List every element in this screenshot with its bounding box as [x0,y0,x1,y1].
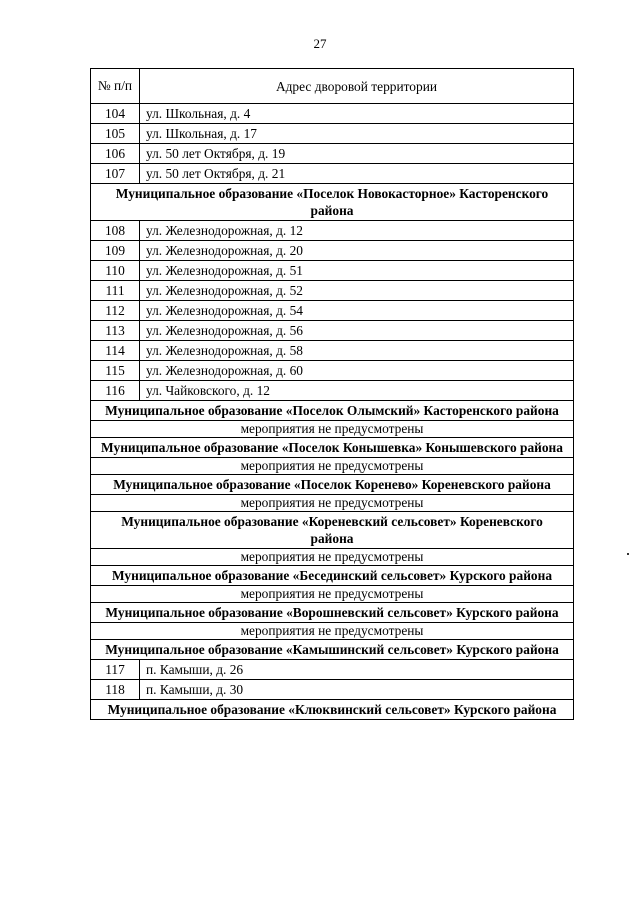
row-address: ул. Школьная, д. 4 [140,104,574,124]
row-address: ул. Железнодорожная, д. 58 [140,341,574,361]
row-number: 109 [91,241,140,261]
row-number: 112 [91,301,140,321]
header-number: № п/п [91,69,140,104]
section-row [91,603,574,623]
row-number: 114 [91,341,140,361]
row-number: 108 [91,221,140,241]
table-row [91,124,574,144]
row-address: ул. Школьная, д. 17 [140,124,574,144]
table-row [91,261,574,281]
row-number: 116 [91,381,140,401]
table-row [91,341,574,361]
rows-group-b [91,221,574,401]
no-measures-row [91,458,574,475]
table-row [91,241,574,261]
table-header-row [91,69,574,104]
table-row [91,321,574,341]
row-address: п. Камыши, д. 26 [140,660,574,680]
table-row [91,281,574,301]
row-address: ул. Железнодорожная, д. 12 [140,221,574,241]
table-row [91,660,574,680]
row-address: ул. Железнодорожная, д. 56 [140,321,574,341]
section-row [91,475,574,495]
row-address: ул. Железнодорожная, д. 20 [140,241,574,261]
no-measures-text: мероприятия не предусмотрены [91,458,574,475]
section-row [91,438,574,458]
row-address: п. Камыши, д. 30 [140,680,574,700]
addresses-table [90,68,574,720]
row-number: 105 [91,124,140,144]
section-title-novokastornoe: Муниципальное образование «Поселок Новокасторное» Касторенского района [91,184,574,221]
no-measures-row [91,549,574,566]
table-row [91,221,574,241]
no-measures-text: мероприятия не предусмотрены [91,495,574,512]
table-row [91,104,574,124]
section-title-klyukvinsky: Муниципальное образование «Клюквинский сельсовет» Курского района [91,700,574,720]
scan-dot [627,553,629,555]
row-address: ул. Железнодорожная, д. 60 [140,361,574,381]
row-number: 106 [91,144,140,164]
no-measures-row [91,586,574,603]
row-number: 115 [91,361,140,381]
no-measures-text: мероприятия не предусмотрены [91,549,574,566]
section-row [91,566,574,586]
section-title-olymsky: Муниципальное образование «Поселок Олымский» Касторенского района [91,401,574,421]
row-address: ул. Чайковского, д. 12 [140,381,574,401]
table-row [91,381,574,401]
section-row [91,640,574,660]
table-row [91,301,574,321]
section-row [91,700,574,720]
section-title-korenevsky: Муниципальное образование «Кореневский сельсовет» Кореневского района [91,512,574,549]
row-address: ул. 50 лет Октября, д. 21 [140,164,574,184]
section-title-korenevo: Муниципальное образование «Поселок Коренево» Кореневского района [91,475,574,495]
no-measures-row [91,421,574,438]
row-address: ул. Железнодорожная, д. 54 [140,301,574,321]
row-address: ул. 50 лет Октября, д. 19 [140,144,574,164]
section-title-konyshevka: Муниципальное образование «Поселок Конышевка» Конышевского района [91,438,574,458]
rows-group-c [91,660,574,700]
no-measures-text: мероприятия не предусмотрены [91,421,574,438]
no-measures-row [91,623,574,640]
table-row [91,361,574,381]
row-number: 110 [91,261,140,281]
section-title-voroshnevsky: Муниципальное образование «Ворошневский сельсовет» Курского района [91,603,574,623]
no-measures-text: мероприятия не предусмотрены [91,586,574,603]
section-row [91,512,574,549]
table-row [91,144,574,164]
table-row [91,680,574,700]
section-row [91,184,574,221]
section-row [91,401,574,421]
header-address: Адрес дворовой территории [140,69,574,104]
no-measures-row [91,495,574,512]
row-number: 117 [91,660,140,680]
section-title-besedinsky: Муниципальное образование «Бесединский сельсовет» Курского района [91,566,574,586]
row-number: 118 [91,680,140,700]
no-measures-text: мероприятия не предусмотрены [91,623,574,640]
row-number: 104 [91,104,140,124]
rows-group-a [91,104,574,184]
section-title-kamyshinsky: Муниципальное образование «Камышинский сельсовет» Курского района [91,640,574,660]
row-number: 113 [91,321,140,341]
page-number: 27 [313,36,327,51]
row-address: ул. Железнодорожная, д. 52 [140,281,574,301]
row-number: 111 [91,281,140,301]
table-row [91,164,574,184]
row-number: 107 [91,164,140,184]
row-address: ул. Железнодорожная, д. 51 [140,261,574,281]
